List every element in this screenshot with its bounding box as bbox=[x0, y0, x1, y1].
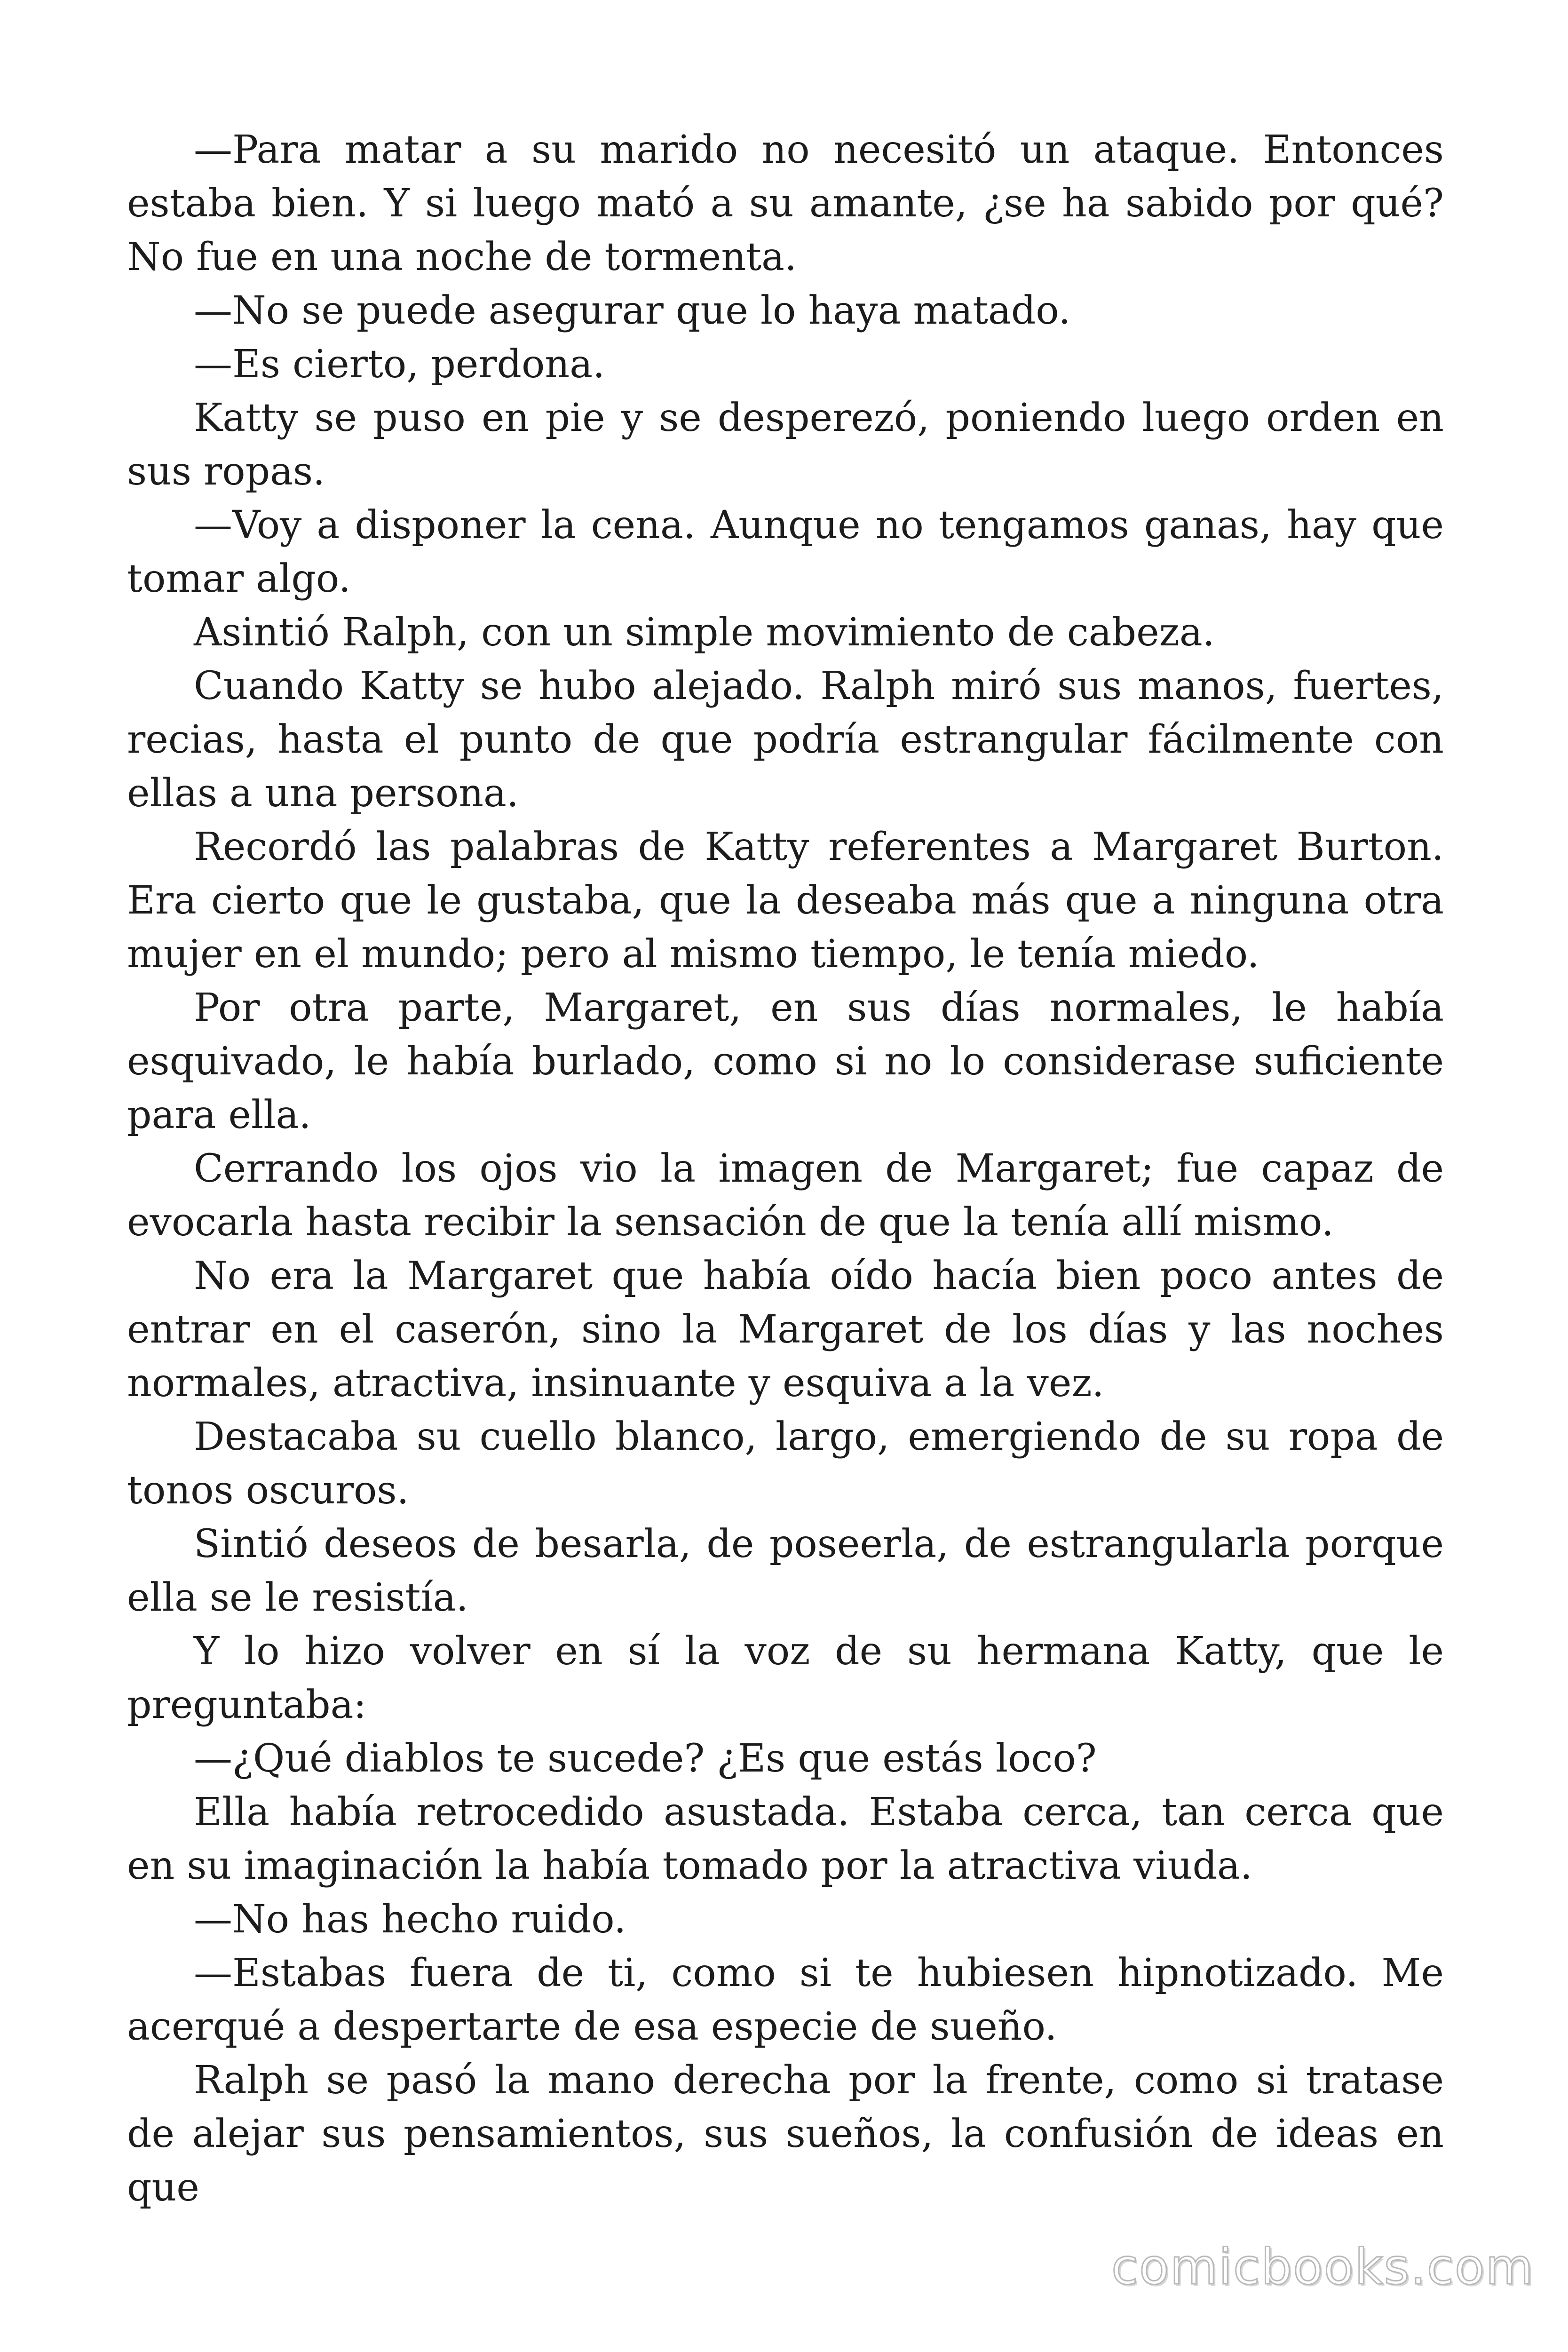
paragraph: Asintió Ralph, con un simple movimiento de cabeza. bbox=[194, 610, 1215, 655]
paragraph: Cerrando los ojos vio la imagen de Margaret; fue capaz de evocarla hasta recibir la sensación de que la tenía allí mismo. bbox=[127, 1146, 1444, 1245]
paragraph: —No se puede asegurar que lo haya matado. bbox=[194, 288, 1071, 333]
paragraph: Sintió deseos de besarla, de poseerla, de estrangularla porque ella se le resistía. bbox=[127, 1522, 1444, 1620]
paragraph: Recordó las palabras de Katty referentes a Margaret Burton. Era cierto que le gustaba, que la deseaba más que a ninguna otra mujer en el mundo; pero al mismo tiempo, le tenía miedo. bbox=[127, 825, 1444, 977]
paragraph: Ella había retrocedido asustada. Estaba cerca, tan cerca que en su imaginación la había tomado por la atractiva viuda. bbox=[127, 1790, 1444, 1888]
paragraph: —¿Qué diablos te sucede? ¿Es que estás loco? bbox=[194, 1736, 1097, 1781]
watermark: comicbooks.com bbox=[1111, 2238, 1534, 2296]
paragraph: Katty se puso en pie y se desperezó, poniendo luego orden en sus ropas. bbox=[127, 396, 1444, 494]
paragraph: —Para matar a su marido no necesitó un ataque. Entonces estaba bien. Y si luego mató a su amante, ¿se ha sabido por qué? No fue en una noche de tormenta. bbox=[127, 127, 1444, 279]
paragraph: Por otra parte, Margaret, en sus días normales, le había esquivado, le había burlado, como si no lo considerase suficiente para ella. bbox=[127, 985, 1444, 1137]
paragraph: Ralph se pasó la mano derecha por la frente, como si tratase de alejar sus pensamientos, sus sueños, la confusión de ideas en que bbox=[127, 2058, 1444, 2210]
paragraph: Destacaba su cuello blanco, largo, emergiendo de su ropa de tonos oscuros. bbox=[127, 1414, 1444, 1513]
paragraph: —No has hecho ruido. bbox=[194, 1897, 626, 1942]
paragraph: Cuando Katty se hubo alejado. Ralph miró sus manos, fuertes, recias, hasta el punto de que podría estrangular fácilmente con ellas a una persona. bbox=[127, 664, 1444, 816]
paragraph: No era la Margaret que había oído hacía bien poco antes de entrar en el caserón, sino la Margaret de los días y las noches normales, atractiva, insinuante y esquiva a la vez. bbox=[127, 1254, 1444, 1406]
paragraph: Y lo hizo volver en sí la voz de su hermana Katty, que le preguntaba: bbox=[127, 1629, 1444, 1727]
paragraph: —Voy a disponer la cena. Aunque no tengamos ganas, hay que tomar algo. bbox=[127, 503, 1444, 601]
paragraph: —Es cierto, perdona. bbox=[194, 342, 605, 387]
paragraph: —Estabas fuera de ti, como si te hubiesen hipnotizado. Me acerqué a despertarte de esa especie de sueño. bbox=[127, 1951, 1444, 2049]
page-body bbox=[127, 123, 1444, 2215]
